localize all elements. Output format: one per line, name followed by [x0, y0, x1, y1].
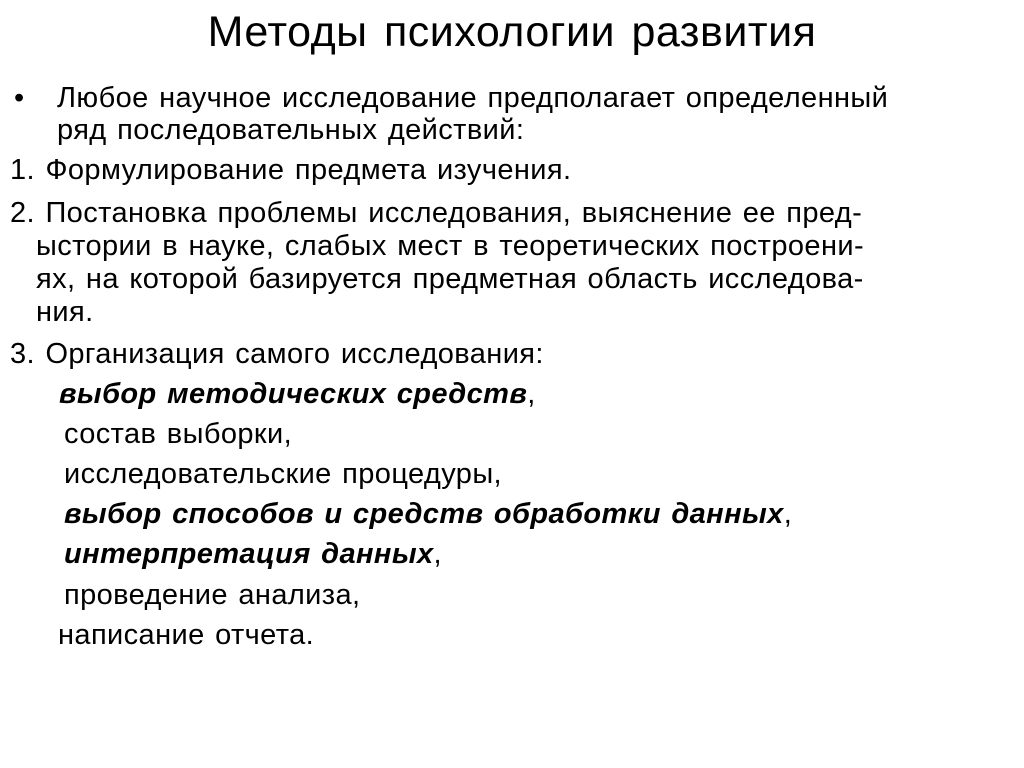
step-3-item-text: выбор способов и средств обработки данных — [64, 498, 784, 530]
step-3-item-suffix: , — [527, 378, 536, 410]
step-3-item-text: написание отчета. — [58, 619, 315, 651]
bullet-icon: • — [14, 82, 25, 114]
step-3-heading: 3. Организация самого исследования: — [10, 338, 544, 370]
slide-title: Методы психологии развития — [207, 8, 817, 56]
step-3-item-text: выбор методических средств — [59, 378, 528, 410]
step-3-item-text: исследовательские процедуры, — [64, 458, 503, 490]
step-3-item-suffix: , — [783, 498, 793, 530]
step-3-item — [64, 537, 442, 571]
step-3-item-text: интерпретация данных — [64, 538, 434, 570]
step-3-item-text: состав выборки, — [64, 418, 293, 450]
intro-line-1: Любое научное исследование предполагает определенный — [57, 82, 889, 114]
step-3-item-text: проведение анализа, — [64, 579, 361, 611]
step-2-line-2: ыстории в науке, слабых мест в теоретических построени- — [36, 230, 865, 262]
intro-line-2: ряд последовательных действий: — [57, 114, 525, 146]
step-1: 1. Формулирование предмета изучения. — [10, 154, 572, 186]
step-3-item-suffix: , — [433, 538, 442, 570]
step-3-item — [59, 377, 536, 411]
step-3-item — [64, 457, 502, 491]
step-2-line-3: ях, на которой базируется предметная область исследова- — [36, 263, 864, 295]
step-3-item — [64, 497, 792, 531]
step-3-item — [64, 578, 360, 612]
step-3-item — [58, 618, 314, 652]
step-3-item — [64, 417, 292, 451]
step-2-line-4: ния. — [36, 296, 94, 328]
step-2-line-1: 2. Постановка проблемы исследования, выяснение ее пред- — [10, 197, 863, 229]
